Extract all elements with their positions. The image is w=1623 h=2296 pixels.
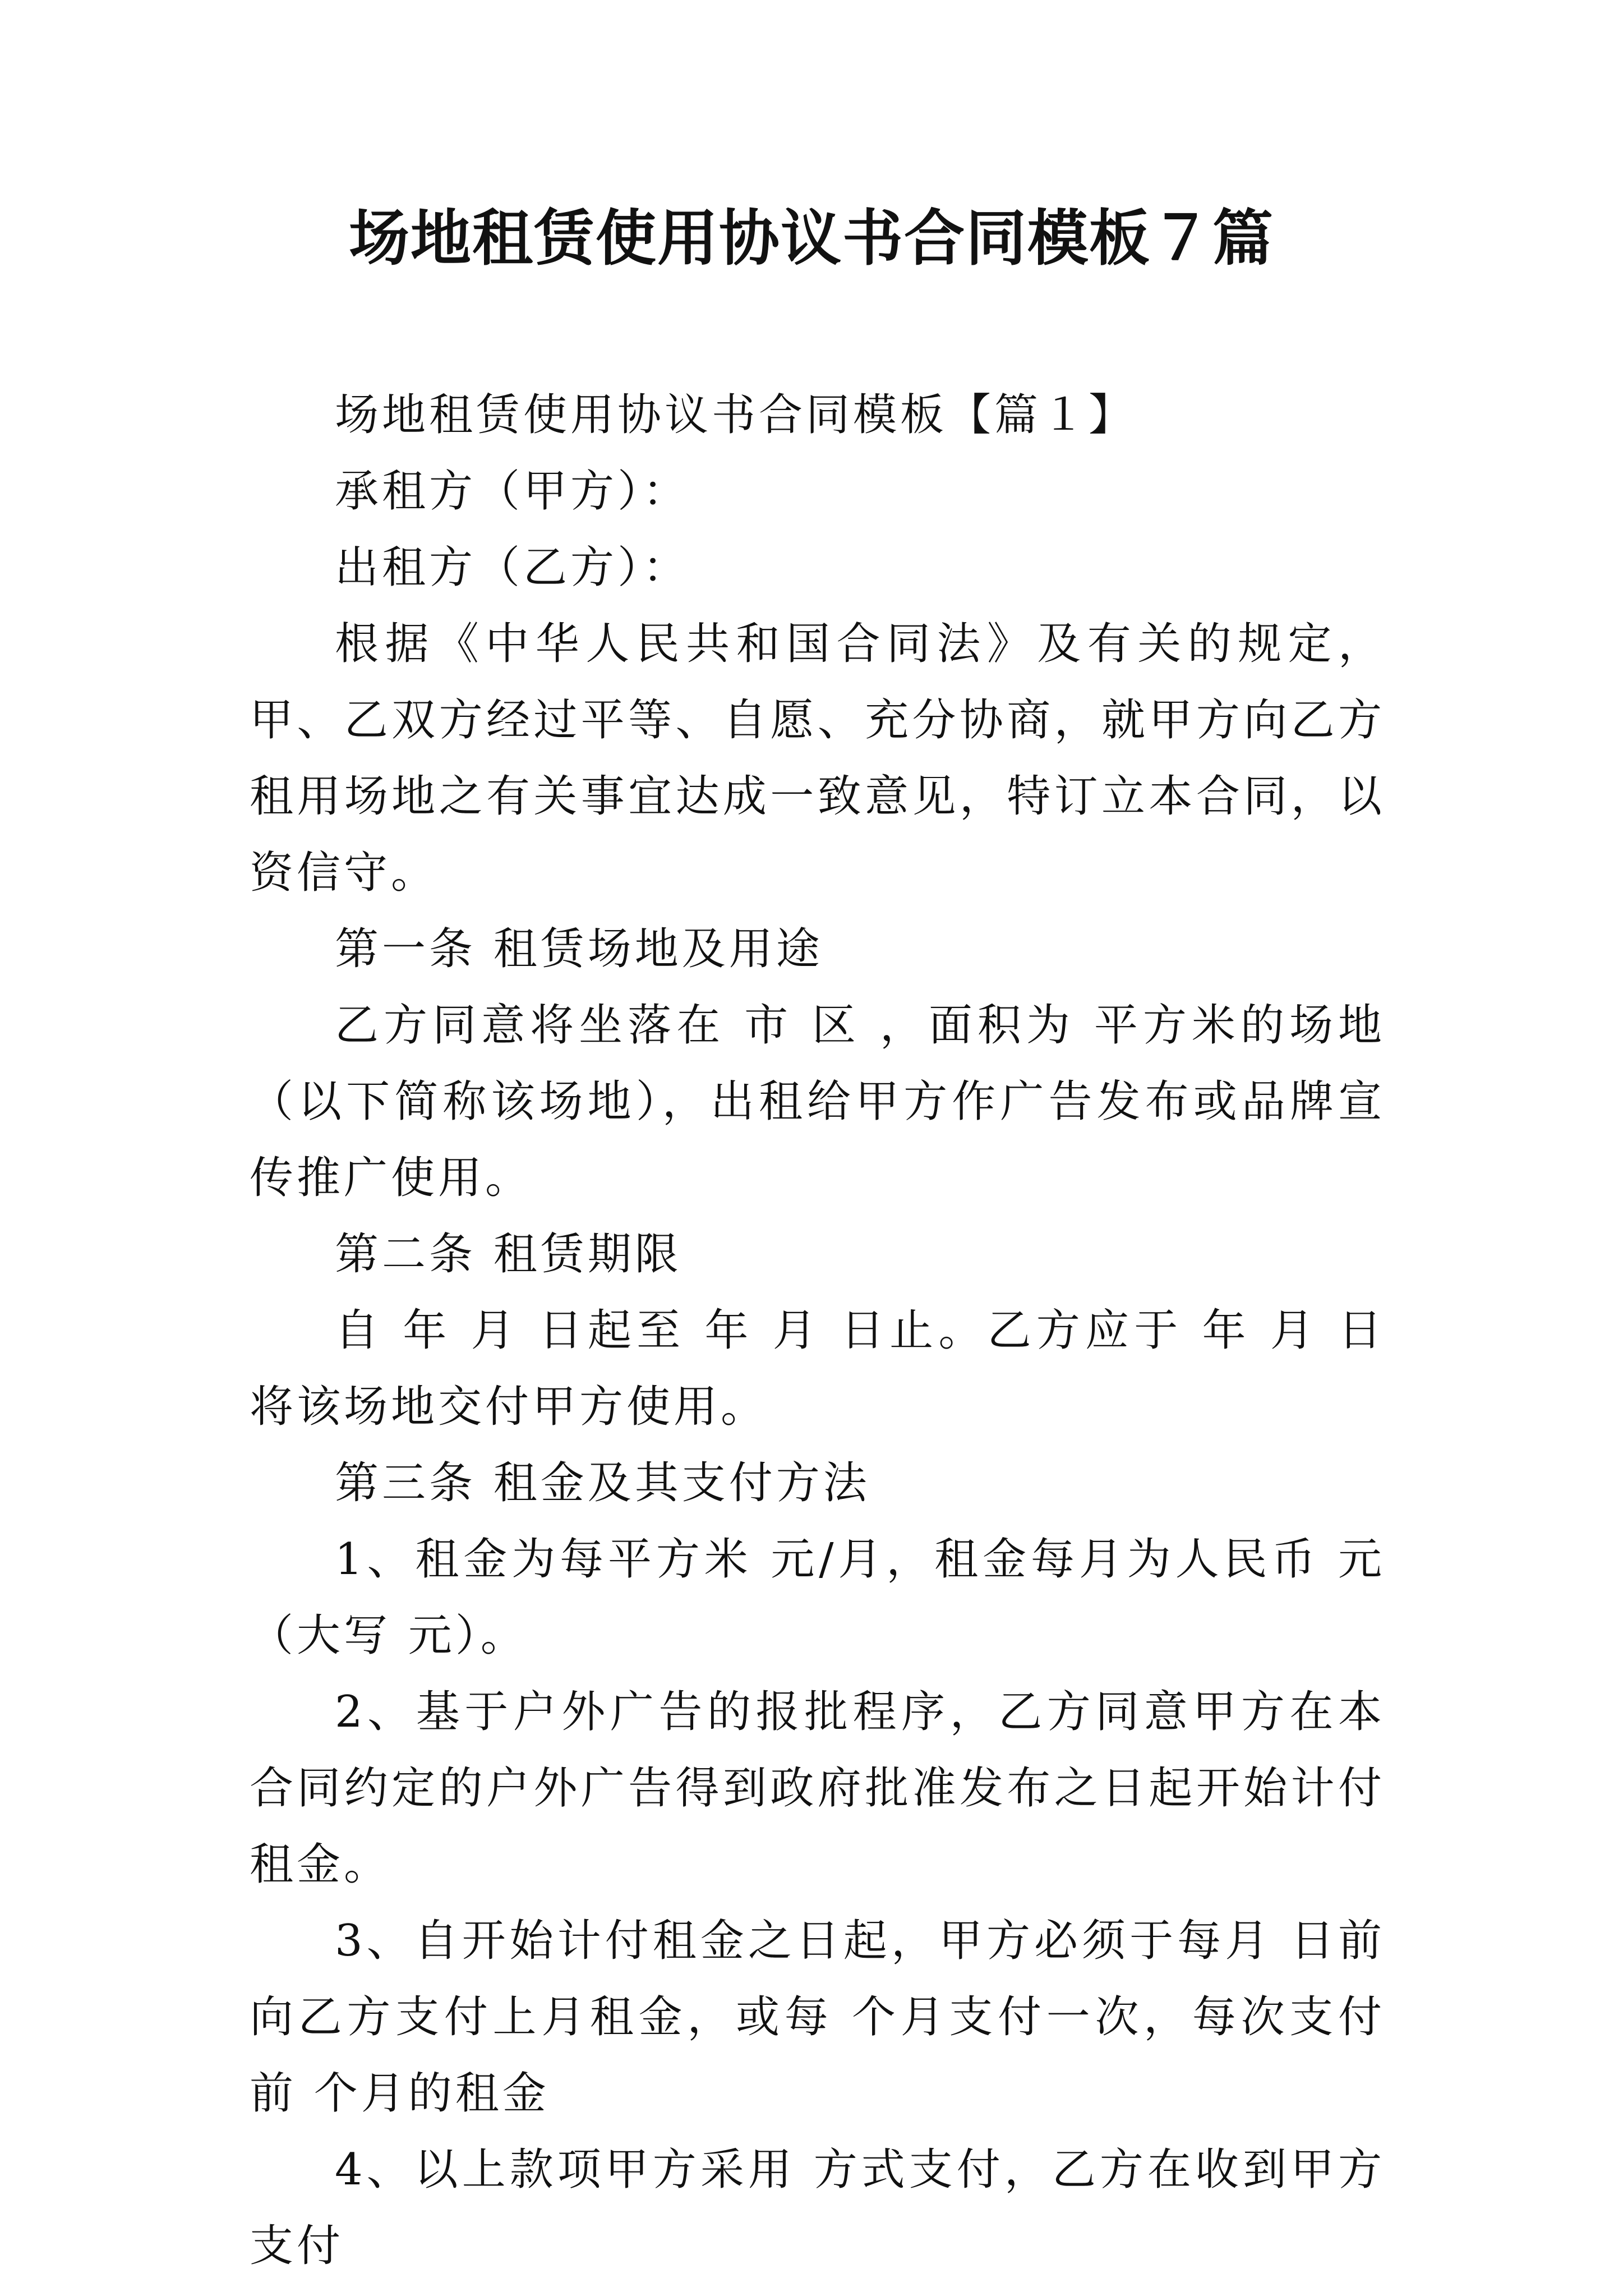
preamble-paragraph: 根据《中华人民共和国合同法》及有关的规定，甲、乙双方经过平等、自愿、充分协商，就甲方向乙方租用场地之有关事宜达成一致意见，特订立本合同，以资信守。 <box>250 619 1385 898</box>
document-body <box>250 377 1385 2284</box>
section-heading-part1: 场地租赁使用协议书合同模板【篇１】 <box>335 390 1136 440</box>
article-3-clause-1: 1、租金为每平方米 元/月，租金每月为人民币 元（大写 元）。 <box>250 1534 1385 1661</box>
article-3-heading: 第三条 租金及其支付方法 <box>335 1458 870 1508</box>
article-2-body: 自 年 月 日起至 年 月 日止。乙方应于 年 月 日将该场地交付甲方使用。 <box>250 1305 1385 1432</box>
document-title: 场地租赁使用协议书合同模板７篇 <box>348 203 1274 274</box>
article-3-clause-4: 4、以上款项甲方采用 方式支付，乙方在收到甲方支付 <box>250 2145 1385 2271</box>
party-a-line: 承租方（甲方）： <box>335 466 690 517</box>
article-3-clause-2: 2、基于户外广告的报批程序，乙方同意甲方在本合同约定的户外广告得到政府批准发布之日起开始计付租金。 <box>250 1687 1385 1890</box>
article-1-heading: 第一条 租赁场地及用途 <box>335 924 823 974</box>
article-2-heading: 第二条 租赁期限 <box>335 1229 682 1280</box>
article-1-body: 乙方同意将坐落在 市 区 ，面积为 平方米的场地（以下简称该场地），出租给甲方作广告发布或品牌宣传推广使用。 <box>250 1000 1385 1203</box>
article-3-clause-3: 3、自开始计付租金之日起，甲方必须于每月 日前向乙方支付上月租金，或每 个月支付一次，每次支付前 个月的租金 <box>250 1916 1385 2119</box>
party-b-line: 出租方（乙方）： <box>335 542 690 593</box>
